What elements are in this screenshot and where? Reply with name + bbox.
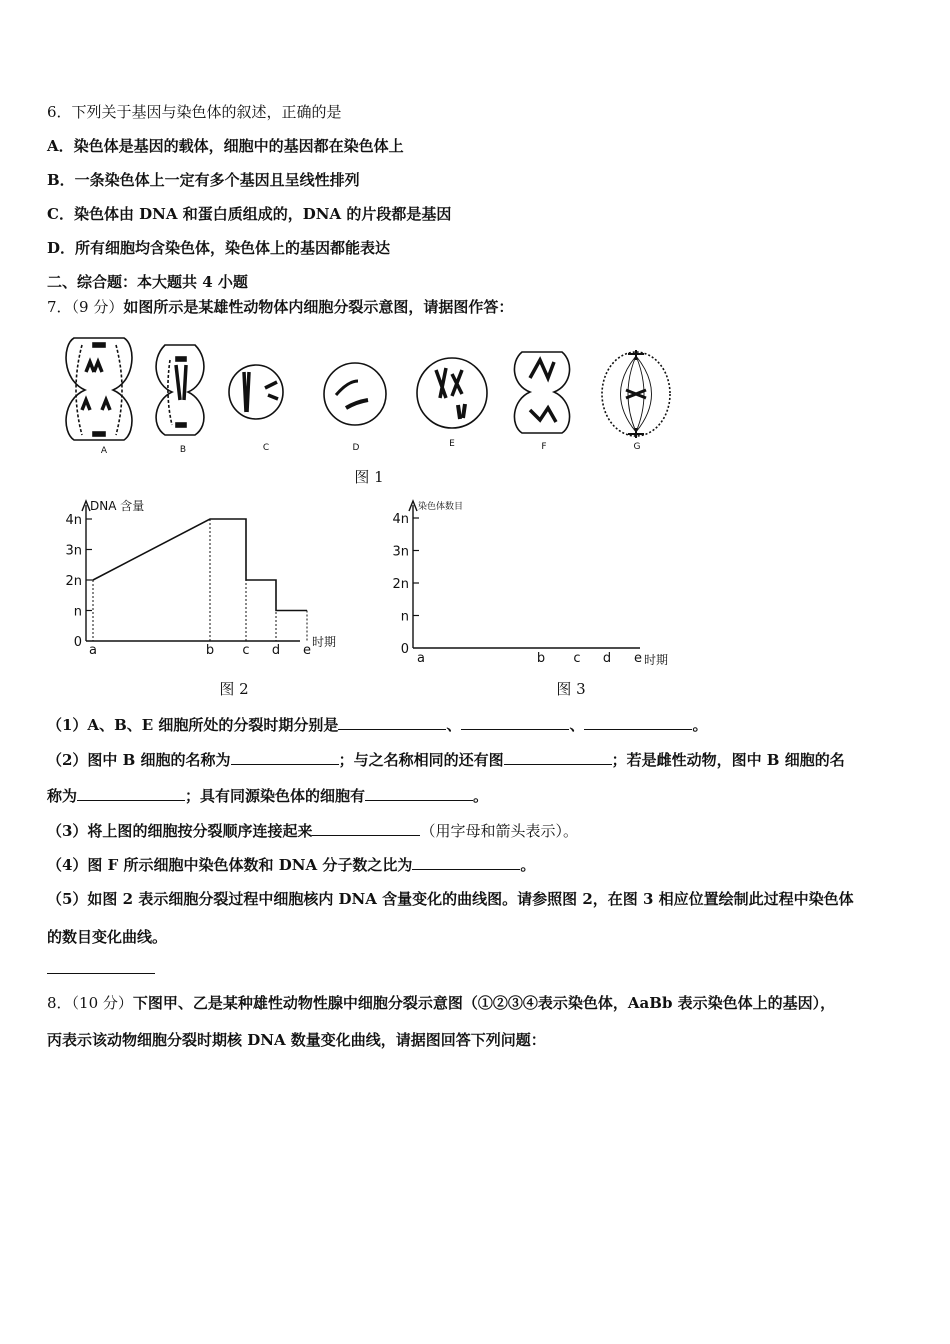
label-b: B bbox=[179, 445, 187, 455]
fig3-y-title: 染色体数目 bbox=[418, 502, 464, 512]
fig2-y-title: DNA 含量 bbox=[90, 499, 145, 513]
fig3-xtick-b: b bbox=[536, 651, 546, 666]
q8-number: 8． bbox=[47, 994, 72, 1012]
fig3-ytick-label-1: n bbox=[400, 609, 409, 625]
fig3-x-ticks bbox=[417, 651, 642, 666]
sep-2: 、 bbox=[569, 716, 585, 734]
label-c: C bbox=[262, 443, 270, 453]
q7-sub5-line1: （5）如图 2 表示细胞分裂过程中细胞核内 DNA 含量变化的曲线图。请参照图 2，在图 3 相应位置绘制此过程中染色体 bbox=[47, 890, 854, 908]
q7-sub2-text1: （2）图中 B 细胞的名称为 bbox=[47, 751, 231, 769]
fig3-ytick-label-4: 4n bbox=[392, 512, 409, 527]
q7-sub4 bbox=[47, 855, 535, 875]
end-1: 。 bbox=[692, 716, 708, 734]
q6-option-d: D．所有细胞均含染色体，染色体上的基因都能表达 bbox=[47, 239, 391, 257]
q7-sub2-text2: ；与之名称相同的还有图 bbox=[338, 751, 504, 769]
fig2-dna-series-line bbox=[93, 519, 307, 611]
fig3-ytick-label-0: 0 bbox=[400, 642, 409, 657]
label-e: E bbox=[449, 439, 455, 449]
fig2-xtick-c: c bbox=[242, 643, 250, 658]
answer-line[interactable] bbox=[47, 973, 155, 974]
label-f: F bbox=[541, 442, 547, 452]
q7-sub2-line1 bbox=[47, 750, 845, 770]
q8-line1 bbox=[47, 993, 835, 1013]
answer-blank-1[interactable] bbox=[338, 715, 446, 730]
answer-blank-6[interactable] bbox=[77, 786, 185, 801]
figure-3-caption: 图 3 bbox=[556, 680, 586, 698]
q7-sub5-line2: 的数目变化曲线。 bbox=[47, 928, 168, 946]
fig2-xtick-e: e bbox=[303, 643, 311, 658]
fig3-y-ticks bbox=[392, 512, 419, 657]
q8-score: （10 分） bbox=[71, 994, 133, 1012]
q7-sub2-text3: ；若是雌性动物，图中 B 细胞的名 bbox=[611, 751, 845, 769]
fig2-xtick-b: b bbox=[205, 643, 215, 658]
fig2-ytick-label-4: 4n bbox=[65, 513, 82, 528]
fig2-ytick-label-1: n bbox=[73, 604, 82, 620]
label-g: G bbox=[633, 442, 641, 452]
end-2: 。 bbox=[473, 787, 489, 805]
q7-sub3-text1: （3）将上图的细胞按分裂顺序连接起来 bbox=[47, 822, 313, 840]
label-a: A bbox=[100, 446, 108, 456]
q7-sub1-text: （1）A、B、E 细胞所处的分裂时期分别是 bbox=[47, 716, 339, 734]
fig2-xtick-a: a bbox=[89, 643, 97, 658]
figure-2-caption: 图 2 bbox=[219, 680, 249, 698]
fig2-y-ticks bbox=[65, 513, 92, 650]
q7-text: 如图所示是某雄性动物体内细胞分裂示意图，请据图作答： bbox=[123, 298, 514, 316]
q7-sub4-text: （4）图 F 所示细胞中染色体数和 DNA 分子数之比为 bbox=[47, 856, 413, 874]
fig3-xtick-d: d bbox=[602, 651, 612, 666]
answer-blank-8[interactable] bbox=[312, 821, 420, 836]
q8-text1: 下图甲、乙是某种雄性动物性腺中细胞分裂示意图（①②③④表示染色体，AaBb 表示染色体上的基因）， bbox=[132, 994, 836, 1012]
section-title: 二、综合题：本大题共 4 小题 bbox=[47, 273, 248, 291]
sep-1: 、 bbox=[446, 716, 462, 734]
answer-blank-7[interactable] bbox=[365, 786, 473, 801]
fig3-x-title: 时期 bbox=[644, 653, 669, 667]
fig3-xtick-a: a bbox=[417, 651, 425, 666]
q7-sub2-text5: ；具有同源染色体的细胞有 bbox=[185, 787, 366, 805]
fig2-x-title: 时期 bbox=[312, 635, 337, 649]
fig2-ytick-label-0: 0 bbox=[73, 635, 82, 650]
fig3-xtick-e: e bbox=[634, 651, 642, 666]
q8-line2: 丙表示该动物细胞分裂时期核 DNA 数量变化曲线，请据图回答下列问题： bbox=[47, 1031, 546, 1049]
q7-sub2-line2 bbox=[47, 786, 488, 806]
fig2-ytick-label-2: 2n bbox=[65, 574, 82, 589]
fig2-x-ticks bbox=[89, 643, 311, 658]
end-4: 。 bbox=[520, 856, 536, 874]
q6-option-c: C．染色体由 DNA 和蛋白质组成的，DNA 的片段都是基因 bbox=[47, 205, 452, 223]
q7-sub3-text2: （用字母和箭头表示）。 bbox=[420, 822, 578, 840]
answer-blank-3[interactable] bbox=[584, 715, 692, 730]
q7-sub3 bbox=[47, 821, 578, 841]
fig3-xtick-c: c bbox=[573, 651, 581, 666]
fig2-ytick-label-3: 3n bbox=[65, 543, 82, 559]
q7-score: （9 分） bbox=[71, 298, 124, 316]
q6-option-a: A．染色体是基因的载体，细胞中的基因都在染色体上 bbox=[47, 137, 404, 155]
fig2-xtick-d: d bbox=[271, 643, 281, 658]
figure-1-caption: 图 1 bbox=[354, 468, 384, 486]
answer-blank-2[interactable] bbox=[461, 715, 569, 730]
q6-option-b: B．一条染色体上一定有多个基因且呈线性排列 bbox=[47, 171, 360, 189]
q6-stem: 6．下列关于基因与染色体的叙述，正确的是 bbox=[47, 103, 342, 121]
q7-sub2-text4: 称为 bbox=[47, 787, 78, 805]
answer-blank-5[interactable] bbox=[504, 750, 612, 765]
label-d: D bbox=[352, 443, 360, 453]
fig3-ytick-label-3: 3n bbox=[392, 544, 409, 560]
answer-blank-4[interactable] bbox=[231, 750, 339, 765]
answer-blank-9[interactable] bbox=[412, 855, 520, 870]
q7-sub1 bbox=[47, 715, 707, 735]
fig3-ytick-label-2: 2n bbox=[392, 577, 409, 592]
q7-number: 7． bbox=[47, 298, 72, 316]
